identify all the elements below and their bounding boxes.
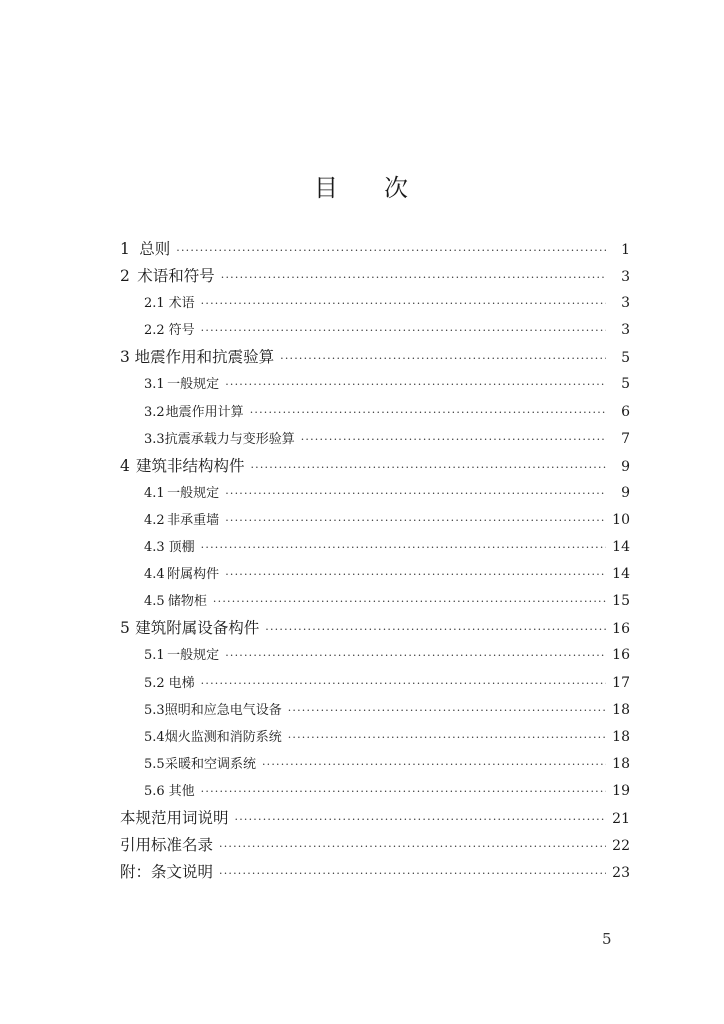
toc-entry-number: 5 (120, 619, 130, 638)
toc-entry-page: 17 (612, 674, 630, 691)
toc-entry-label: 总则 (139, 240, 171, 258)
toc-entry[interactable] (120, 507, 630, 534)
table-of-contents (120, 236, 630, 886)
toc-leader-dots (280, 345, 606, 371)
title-part-2: 次 (384, 174, 410, 202)
toc-leader-dots (225, 507, 606, 534)
toc-leader-dots (201, 778, 606, 805)
toc-entry-number: 2.2 (144, 323, 165, 339)
toc-leader-dots (201, 317, 606, 344)
page-title (0, 168, 724, 203)
toc-leader-dots (265, 616, 606, 642)
toc-leader-dots (201, 670, 606, 697)
toc-entry-number: 5.1 (144, 648, 165, 664)
toc-entry-page: 3 (621, 269, 630, 286)
toc-entry-label: 一般规定 (167, 377, 220, 393)
toc-entry-label: 术语 (168, 296, 195, 312)
toc-entry-label: 附：条文说明 (120, 863, 214, 882)
toc-entry-number: 5.5 (144, 756, 165, 772)
toc-leader-dots (225, 480, 606, 507)
toc-leader-dots (235, 806, 606, 832)
toc-entry-number: 3.2 (144, 404, 165, 420)
toc-leader-dots (288, 724, 606, 751)
toc-entry-number: 4.5 (144, 594, 165, 610)
toc-entry-label: 地震作用和抗震验算 (134, 348, 275, 367)
toc-leader-dots (250, 454, 606, 480)
toc-leader-dots (219, 860, 606, 886)
toc-entry-label: 采暖和空调系统 (164, 756, 256, 772)
toc-entry-label: 术语和符号 (137, 267, 215, 286)
toc-entry-label: 地震作用计算 (165, 404, 244, 420)
toc-entry-label: 电梯 (168, 675, 195, 691)
toc-entry[interactable] (120, 263, 630, 290)
page-number: 5 (602, 930, 612, 948)
toc-entry-page: 14 (612, 566, 630, 583)
toc-entry-label: 一般规定 (167, 648, 220, 664)
toc-entry[interactable] (120, 426, 630, 453)
toc-entry-number: 4.2 (144, 512, 165, 528)
toc-entry-number: 5.4 (144, 729, 165, 745)
toc-entry-number: 4 (120, 456, 130, 475)
toc-entry-label: 非承重墙 (167, 512, 220, 528)
toc-entry-number: 4.4 (144, 567, 165, 583)
toc-entry-label: 符号 (168, 323, 195, 339)
toc-entry-label: 建筑非结构构件 (135, 456, 245, 475)
toc-leader-dots (225, 561, 606, 588)
toc-entry-page: 23 (612, 865, 630, 882)
toc-leader-dots (262, 751, 606, 778)
toc-entry-page: 15 (612, 593, 630, 610)
toc-entry[interactable] (120, 724, 630, 751)
toc-leader-dots (225, 371, 606, 398)
toc-entry-page: 3 (621, 322, 630, 339)
toc-entry-number: 5.3 (144, 702, 165, 718)
toc-entry-number: 3.1 (144, 377, 165, 393)
toc-entry[interactable] (120, 344, 630, 371)
toc-entry-number: 5.6 (144, 783, 165, 799)
toc-entry[interactable] (120, 615, 630, 642)
toc-leader-dots (201, 534, 606, 561)
toc-leader-dots (225, 642, 606, 669)
toc-entry[interactable] (120, 561, 630, 588)
toc-entry-page: 9 (621, 458, 630, 475)
toc-entry[interactable] (120, 399, 630, 426)
toc-entry-page: 16 (612, 621, 630, 638)
toc-entry-label: 一般规定 (167, 485, 220, 501)
toc-entry[interactable] (120, 859, 630, 886)
toc-entry-label: 烟火监测和消防系统 (164, 729, 282, 745)
toc-entry[interactable] (120, 371, 630, 398)
toc-entry-label: 附属构件 (167, 567, 220, 583)
toc-entry-label: 顶棚 (168, 540, 195, 556)
toc-entry-page: 5 (621, 376, 630, 393)
toc-entry-label: 照明和应急电气设备 (164, 702, 282, 718)
toc-entry-page: 21 (612, 810, 630, 827)
toc-leader-dots (250, 399, 606, 426)
toc-entry-page: 18 (612, 755, 630, 772)
toc-entry[interactable] (120, 778, 630, 805)
toc-leader-dots (221, 264, 606, 290)
toc-leader-dots (219, 833, 606, 859)
toc-entry-label: 抗震承载力与变形验算 (164, 431, 295, 447)
toc-entry[interactable] (120, 642, 630, 669)
toc-entry-page: 18 (612, 701, 630, 718)
toc-entry-page: 16 (612, 647, 630, 664)
toc-entry-number: 3.3 (144, 431, 165, 447)
toc-entry-page: 18 (612, 728, 630, 745)
toc-leader-dots (213, 588, 606, 615)
toc-entry-number: 2 (120, 267, 130, 286)
toc-entry-page: 6 (621, 403, 630, 420)
toc-entry[interactable] (120, 290, 630, 317)
toc-entry-number: 3 (120, 348, 130, 367)
title-part-1: 目 (314, 174, 340, 202)
toc-entry-number: 4.3 (144, 540, 165, 556)
toc-entry-page: 10 (612, 511, 630, 528)
toc-entry-page: 7 (621, 430, 630, 447)
toc-entry[interactable] (120, 480, 630, 507)
toc-entry[interactable] (120, 832, 630, 859)
toc-entry-page: 5 (621, 350, 630, 367)
toc-entry[interactable] (120, 236, 630, 263)
toc-entry-number: 1 (120, 240, 130, 258)
toc-entry-number: 4.1 (144, 485, 165, 501)
toc-leader-dots (288, 697, 606, 724)
toc-entry[interactable] (120, 805, 630, 832)
toc-entry-label: 建筑附属设备构件 (135, 619, 260, 638)
toc-leader-dots (201, 290, 606, 317)
toc-entry[interactable] (120, 751, 630, 778)
toc-entry-page: 22 (612, 838, 630, 855)
toc-entry-page: 9 (621, 484, 630, 501)
toc-entry-label: 其他 (168, 783, 195, 799)
toc-entry-label: 储物柜 (167, 594, 207, 610)
toc-entry-page: 3 (621, 295, 630, 312)
toc-entry[interactable] (120, 453, 630, 480)
toc-entry[interactable] (120, 670, 630, 697)
toc-entry-page: 19 (612, 782, 630, 799)
toc-entry[interactable] (120, 697, 630, 724)
toc-leader-dots (301, 426, 606, 453)
toc-entry[interactable] (120, 534, 630, 561)
toc-entry-page: 14 (612, 539, 630, 556)
toc-entry-label: 引用标准名录 (120, 836, 214, 855)
toc-entry-number: 2.1 (144, 296, 165, 312)
toc-leader-dots (176, 237, 606, 263)
toc-entry-page: 1 (621, 242, 630, 258)
toc-entry-number: 5.2 (144, 675, 165, 691)
toc-entry[interactable] (120, 588, 630, 615)
toc-entry-label: 本规范用词说明 (120, 808, 229, 827)
toc-entry[interactable] (120, 317, 630, 344)
